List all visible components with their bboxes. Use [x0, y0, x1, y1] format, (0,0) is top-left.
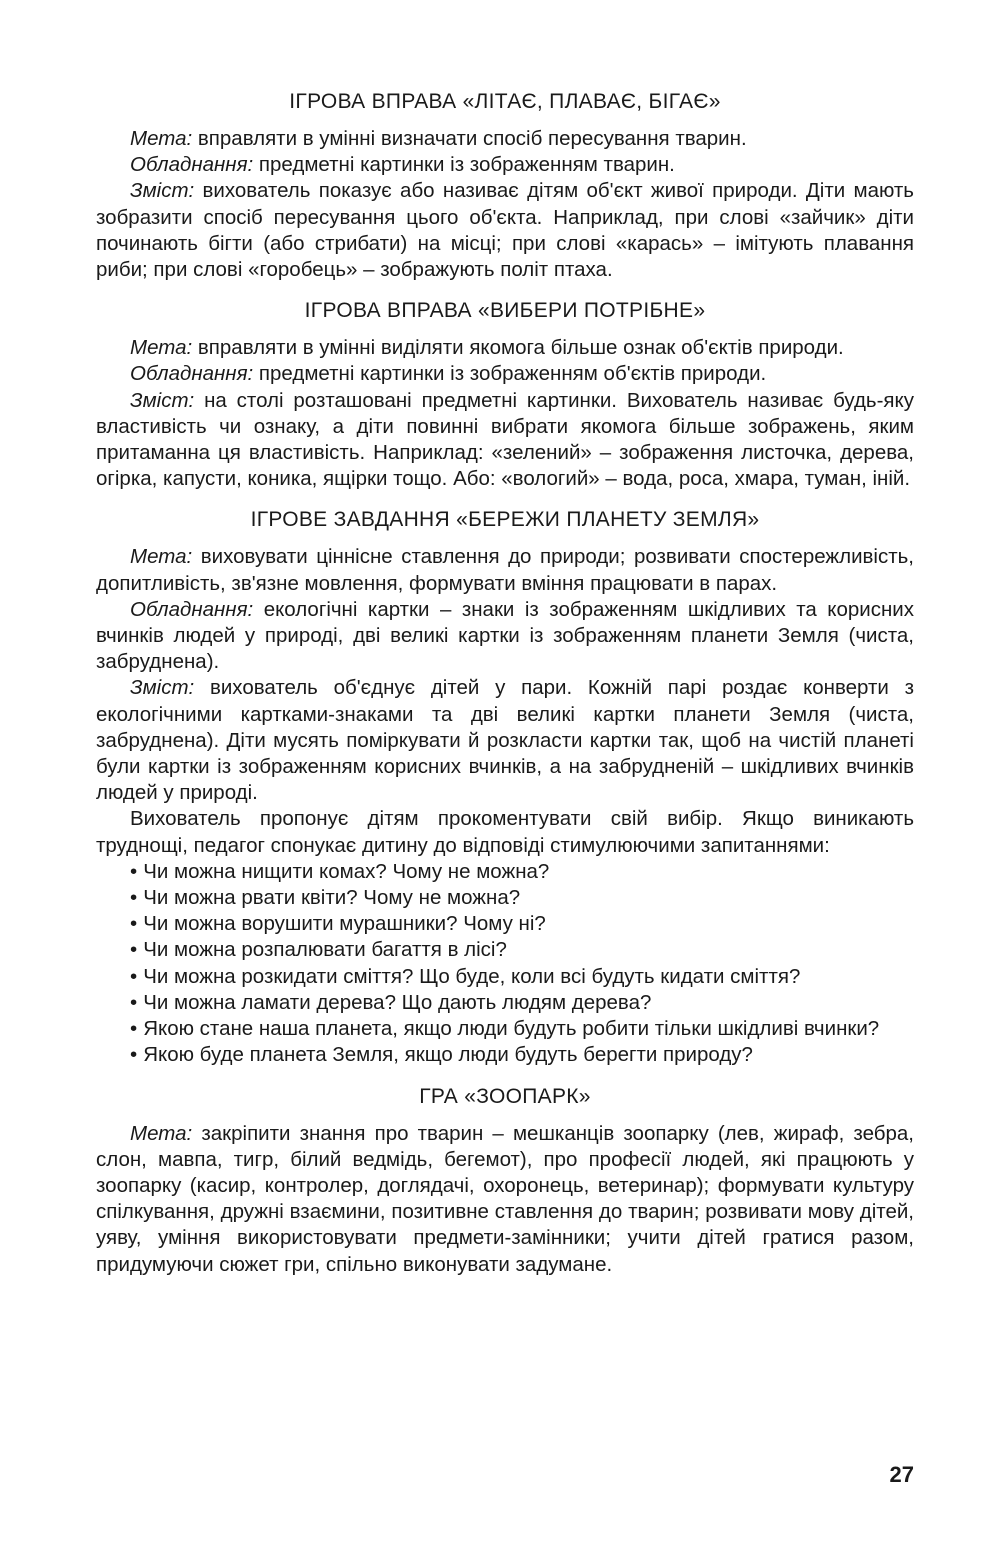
question-text: Якою стане наша планета, якщо люди будуть робити тільки шкідливі вчинки?: [143, 1017, 880, 1041]
section-zoopark: [96, 1083, 914, 1278]
list-item: [96, 911, 914, 937]
text-goal: закріпити знання про тварин – мешканців зоопарку (лев, жираф, зебра, слон, мавпа, тигр, білий ведмідь, бегемот), про професії людей, які працюють у зоопарку (касир, контролер, доглядачі, охоронець, ветеринар); формувати культуру спілкування, дружні взаємини, позитивне ставлення до тварин; розвивати мову дітей, уяву, уміння використовувати предмети-замінники; учити дітей гратися разом, придумуючи сюжет гри, спільно виконувати задумане.: [96, 1121, 914, 1276]
bullet-icon: •: [130, 1017, 138, 1041]
page-number: 27: [889, 1462, 914, 1487]
list-item: [96, 1042, 914, 1068]
question-text: Чи можна ворушити мурашники? Чому ні?: [143, 912, 546, 936]
bullet-icon: •: [130, 859, 138, 883]
label-content: Зміст:: [130, 676, 195, 700]
text-goal: вправляти в умінні визначати спосіб пересування тварин.: [192, 127, 747, 150]
section-title: ІГРОВА ВПРАВА «ЛІТАЄ, ПЛАВАЄ, БІГАЄ»: [289, 90, 721, 113]
text-goal: вправляти в умінні виділяти якомога більше ознак об'єктів природи.: [192, 336, 844, 360]
list-item: [96, 937, 914, 963]
list-item: [96, 1016, 914, 1042]
question-text: Чи можна нищити комах? Чому не можна?: [143, 859, 550, 883]
paragraph-goal: [96, 335, 914, 361]
list-item: [96, 964, 914, 990]
question-text: Чи можна рвати квіти? Чому не можна?: [143, 886, 521, 910]
text-content: вихователь показує або називає дітям об'єкт живої природи. Діти мають зобразити спосіб пересування цього об'єкта. Наприклад, при слові «зайчик» діти починають бігти (або стрибати) на місці; при слові «карась» – імітують плавання риби; при слові «горобець» – зображують політ птаха.: [96, 179, 914, 282]
paragraph-content: [96, 388, 914, 493]
label-equipment: Обладнання:: [130, 153, 254, 177]
section-vyberi: [96, 297, 914, 492]
page-content: [96, 88, 914, 1278]
paragraph-goal: [96, 126, 914, 152]
paragraph-goal: [96, 544, 914, 596]
section-litaie: [96, 88, 914, 283]
text-equipment: предметні картинки із зображенням об'єктів природи.: [253, 362, 767, 386]
bullet-icon: •: [130, 964, 138, 988]
section-title: ІГРОВЕ ЗАВДАННЯ «БЕРЕЖИ ПЛАНЕТУ ЗЕМЛЯ»: [250, 508, 760, 532]
label-content: Зміст:: [130, 179, 195, 203]
paragraph-content: [96, 675, 914, 806]
label-goal: Мета:: [130, 545, 193, 569]
label-equipment: Обладнання:: [130, 362, 254, 386]
label-goal: Мета:: [130, 127, 193, 150]
text-content: вихователь об'єднує дітей у пари. Кожній парі роздає конверти з екологічними картками-знаками та дві великі картки планети Земля (чиста, забруднена). Діти мусять поміркувати й розкласти картки так, щоб на чистій планеті були картки із зображенням корисних вчинків, а на забрудненій – шкідливих вчинків людей у природі.: [96, 676, 914, 805]
section-berezhy: [96, 506, 914, 1068]
question-text: Чи можна розкидати сміття? Що буде, коли всі будуть кидати сміття?: [143, 964, 801, 988]
bullet-icon: •: [130, 938, 138, 962]
text-goal: виховувати ціннісне ставлення до природи; розвивати спостережливість, допитливість, зв'язне мовлення, формувати вміння працювати в парах.: [96, 545, 914, 595]
question-list: [96, 859, 914, 1069]
text-comment: Вихователь пропонує дітям прокоментувати свій вибір. Якщо виникають труднощі, педагог спонукає дитину до відповіді стимулюючими запитаннями:: [96, 807, 914, 857]
label-content: Зміст:: [130, 388, 195, 412]
bullet-icon: •: [130, 886, 138, 910]
bullet-icon: •: [130, 912, 138, 936]
question-text: Чи можна розпалювати багаття в лісі?: [143, 938, 507, 962]
bullet-icon: •: [130, 1043, 138, 1067]
text-equipment: предметні картинки із зображенням тварин.: [253, 153, 675, 177]
question-text: Якою буде планета Земля, якщо люди будуть берегти природу?: [143, 1043, 753, 1067]
paragraph-equipment: [96, 361, 914, 387]
label-equipment: Обладнання:: [130, 597, 254, 621]
paragraph-goal: [96, 1121, 914, 1278]
paragraph-comment: [96, 806, 914, 858]
list-item: [96, 859, 914, 885]
label-goal: Мета:: [130, 336, 193, 360]
question-text: Чи можна ламати дерева? Що дають людям дерева?: [143, 990, 652, 1014]
section-title: ІГРОВА ВПРАВА «ВИБЕРИ ПОТРІБНЕ»: [304, 299, 706, 323]
section-title: ГРА «ЗООПАРК»: [419, 1084, 591, 1108]
list-item: [96, 990, 914, 1016]
list-item: [96, 885, 914, 911]
label-goal: Мета:: [130, 1121, 193, 1145]
text-content: на столі розташовані предметні картинки. Вихователь називає будь-яку властивість чи ознаку, а діти повинні вибрати якомога більше зображень, яким притаманна ця властивість. Наприклад: «зелений» – зображення листочка, дерева, огірка, капусти, коника, ящірки тощо. Або: «вологий» – вода, роса, хмара, туман, іній.: [96, 388, 914, 491]
paragraph-equipment: [96, 152, 914, 178]
paragraph-equipment: [96, 597, 914, 676]
bullet-icon: •: [130, 990, 138, 1014]
text-equipment: екологічні картки – знаки із зображенням шкідливих та корисних вчинків людей у природі, дві великі картки із зображенням планети Земля (чиста, забруднена).: [96, 597, 914, 674]
paragraph-content: [96, 178, 914, 283]
